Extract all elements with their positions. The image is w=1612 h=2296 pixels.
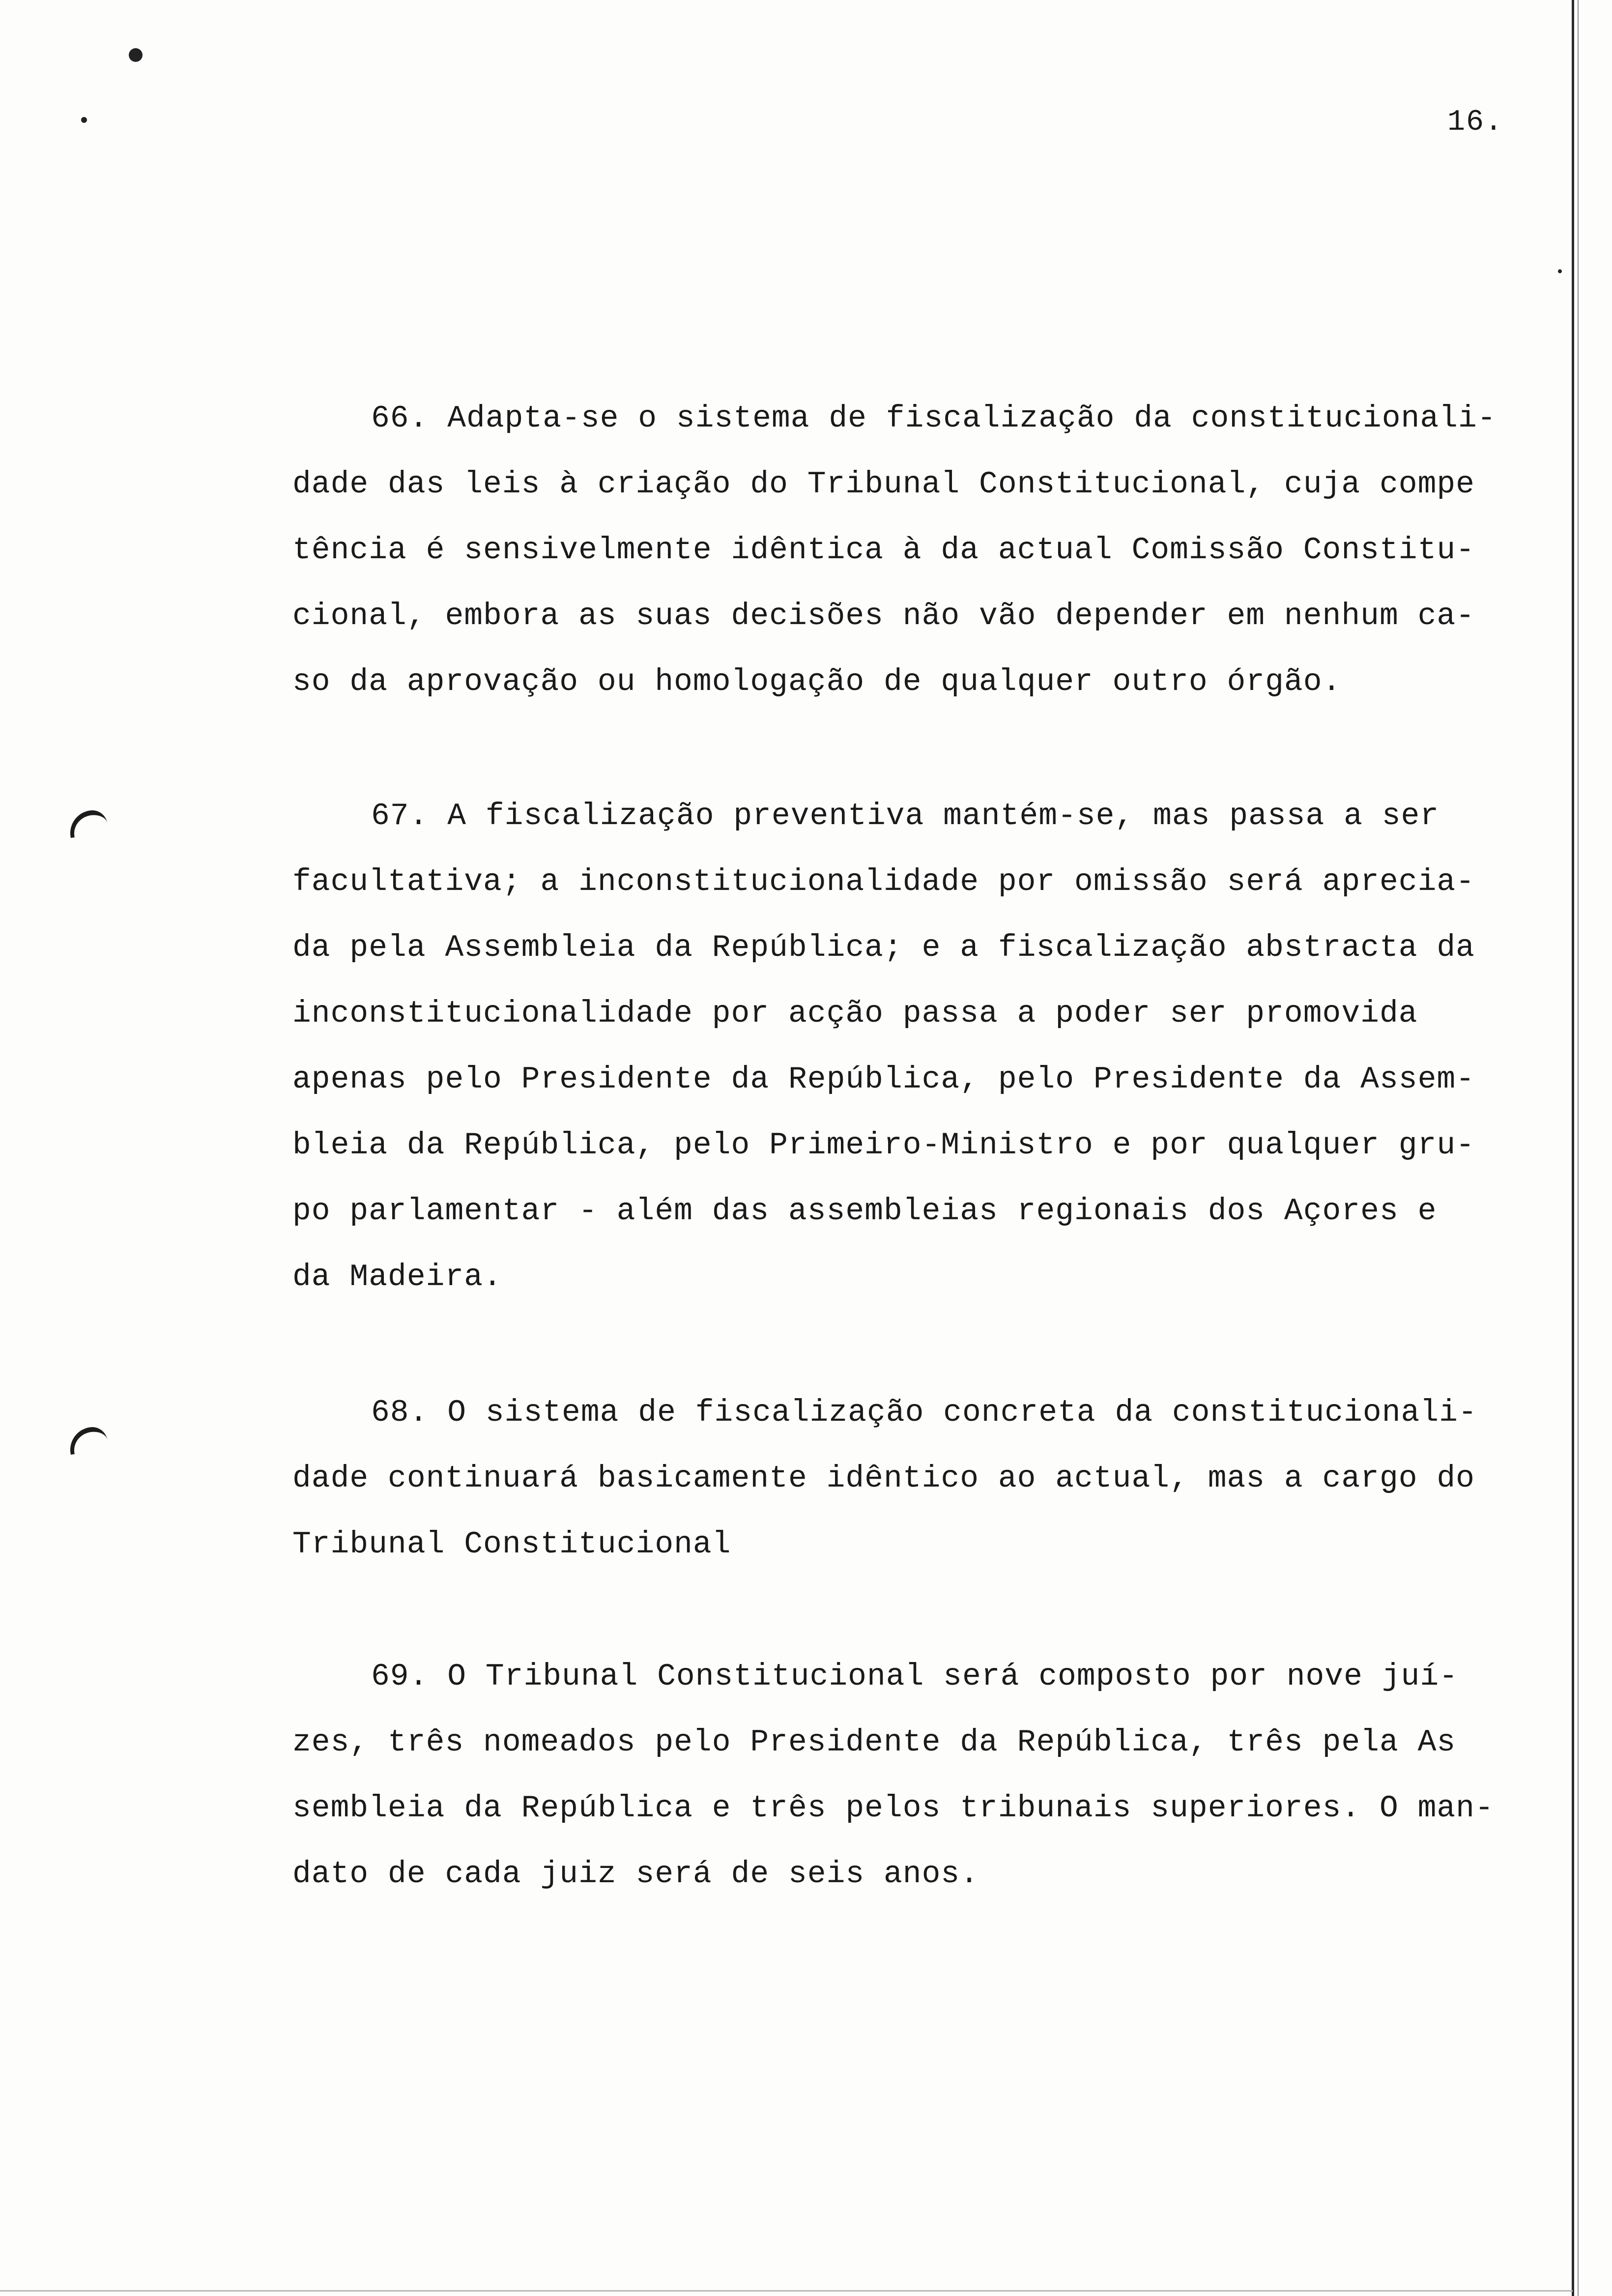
paragraph-line: 67. A fiscalização preventiva mantém-se, mas passa a ser [371,799,1439,833]
punch-hole-mark-upper [67,808,109,838]
ink-speck [129,48,143,62]
scan-edge-right [1572,0,1574,2296]
paragraph-line: 69. O Tribunal Constitucional será composto por nove juí- [371,1659,1458,1694]
paragraph-line: so da aprovação ou homologação de qualquer outro órgão. [292,664,1342,699]
paragraph-line: apenas pelo Presidente da República, pelo Presidente da Assem- [292,1062,1475,1097]
paragraph-line: da Madeira. [292,1260,502,1294]
paragraph-line: dato de cada juiz será de seis anos. [292,1857,979,1892]
paragraph-line: tência é sensivelmente idêntica à da actual Comissão Constitu- [292,533,1475,568]
paragraph-line: cional, embora as suas decisões não vão depender em nenhum ca- [292,599,1475,633]
ink-speck [81,117,87,123]
paragraph-line: sembleia da República e três pelos tribunais superiores. O man- [292,1791,1494,1826]
scan-edge-right-thin [1578,0,1579,2296]
paragraph-66 [292,386,1541,715]
paragraph-line: 68. O sistema de fiscalização concreta da constitucionali- [371,1395,1477,1430]
scan-edge-bottom [0,2290,1573,2292]
paragraph-line: 66. Adapta-se o sistema de fiscalização da constitucionali- [371,401,1497,436]
punch-hole-mark-lower [67,1425,109,1455]
paragraph-67 [292,783,1541,1310]
paragraph-line: da pela Assembleia da República; e a fiscalização abstracta da [292,930,1475,965]
paragraph-line: po parlamentar - além das assembleias regionais dos Açores e [292,1194,1437,1229]
paragraph-line: facultativa; a inconstitucionalidade por omissão será aprecia- [292,864,1475,899]
paragraph-line: zes, três nomeados pelo Presidente da República, três pela As [292,1725,1456,1760]
paragraph-line: Tribunal Constitucional [292,1527,731,1562]
paragraph-line: dade continuará basicamente idêntico ao actual, mas a cargo do [292,1461,1475,1496]
paragraph-68 [292,1380,1541,1578]
paragraph-line: dade das leis à criação do Tribunal Constitucional, cuja compe [292,467,1475,502]
ink-speck [1558,269,1562,273]
paragraph-line: bleia da República, pelo Primeiro-Ministro e por qualquer gru- [292,1128,1475,1163]
paragraph-line: inconstitucionalidade por acção passa a poder ser promovida [292,996,1418,1031]
paragraph-69 [292,1644,1541,1907]
page-number: 16. [1447,106,1504,139]
